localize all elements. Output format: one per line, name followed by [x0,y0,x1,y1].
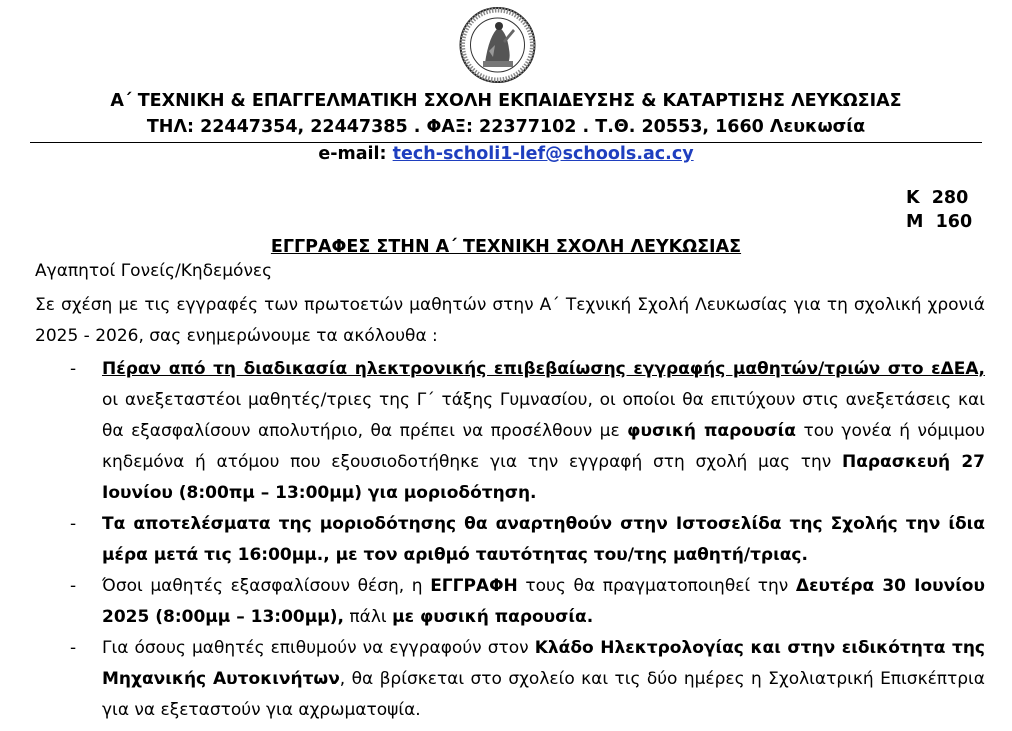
document-title: ΕΓΓΡΑΦΕΣ ΣΤΗΝ Α΄ ΤΕΧΝΙΚΗ ΣΧΟΛΗ ΛΕΥΚΩΣΙΑΣ [270,237,742,257]
list-item-enrollment [35,571,985,633]
item-3-bold-2: Δευτέρα 30 Ιουνίου 2025 (8:00μμ – 13:00μμ), [102,576,985,627]
item-1-bold-2: φυσική παρουσία [627,421,796,441]
item-1-text-2: του γονέα ή νόμιμου κηδεμόνα ή ατόμου που εξουσιοδοτήθηκε για την εγγραφή στη σχολή μας την [102,421,985,472]
email-line [0,144,1012,164]
list-dash: - [70,638,77,658]
item-3-bold-1: ΕΓΓΡΑΦΗ [430,576,518,596]
email-link[interactable]: tech-scholi1-lef@schools.ac.cy [392,144,694,164]
reference-code-1: Κ 280 [906,188,969,208]
item-3-text-2: τους θα πραγματοποιηθεί την [517,576,796,596]
item-2-bold: Τα αποτελέσματα της μοριοδότησης θα αναρτηθούν στην Ιστοσελίδα της Σχολής την ίδια μέρα μετά τις 16:00μμ., με τον αριθμό ταυτότητας του/της μαθητή/τριας. [102,514,985,565]
list-dash: - [70,576,77,596]
item-3-text-1: Όσοι μαθητές εξασφαλίσουν θέση, η [102,576,431,596]
item-1-bold-lead: Πέραν από τη διαδικασία ηλεκτρονικής επιβεβαίωσης εγγραφής μαθητών/τριών στο εΔΕΑ, [102,359,985,379]
email-label: e-mail: [318,144,387,164]
list-item-results [35,509,985,571]
contact-line: ΤΗΛ: 22447354, 22447385 . ΦΑΞ: 22377102 . Τ.Θ. 20553, 1660 Λευκωσία [146,117,866,137]
header-divider [30,142,982,143]
item-4-bold-1: Κλάδο Ηλεκτρολογίας και στην ειδικότητα της Μηχανικής Αυτοκινήτων [102,638,985,689]
school-emblem-icon [455,5,540,85]
intro-paragraph: Σε σχέση με τις εγγραφές των πρωτοετών μαθητών στην Α΄ Τεχνική Σχολή Λευκωσίας για τη σχολική χρονιά 2025 - 2026, σας ενημερώνουμε τα ακόλουθα : [35,295,985,346]
item-4-text-2: , θα βρίσκεται στο σχολείο και τις δύο ημέρες η Σχολιατρική Επισκέπτρια για να εξεταστούν για αχρωματοψία. [102,669,985,720]
item-1-bold-3: Παρασκευή 27 Ιουνίου (8:00πμ – 13:00μμ) για μοριοδότηση. [102,452,985,503]
item-3-text-3: πάλι [344,607,393,627]
item-3-bold-3: με φυσική παρουσία. [392,607,594,627]
list-dash: - [70,514,77,534]
school-name: Α΄ ΤΕΧΝΙΚΗ & ΕΠΑΓΓΕΛΜΑΤΙΚΗ ΣΧΟΛΗ ΕΚΠΑΙΔΕΥΣΗΣ & ΚΑΤΑΡΤΙΣΗΣ ΛΕΥΚΩΣΙΑΣ [110,91,902,111]
item-4-text-1: Για όσους μαθητές επιθυμούν να εγγραφούν στον [102,638,535,658]
list-dash: - [70,359,77,379]
item-1-text-1: οι ανεξεταστέοι μαθητές/τριες της Γ΄ τάξης Γυμνασίου, οι οποίοι θα επιτύχουν στις ανεξετάσεις και θα εξασφαλίσουν απολυτήριο, θα πρέπει να προσέλθουν με [102,390,985,441]
list-item-color-test [35,633,985,726]
greeting: Αγαπητοί Γονείς/Κηδεμόνες [35,261,273,281]
list-item-evaluation [35,354,985,509]
notice-list [35,354,985,726]
reference-code-2: Μ 160 [906,212,973,232]
